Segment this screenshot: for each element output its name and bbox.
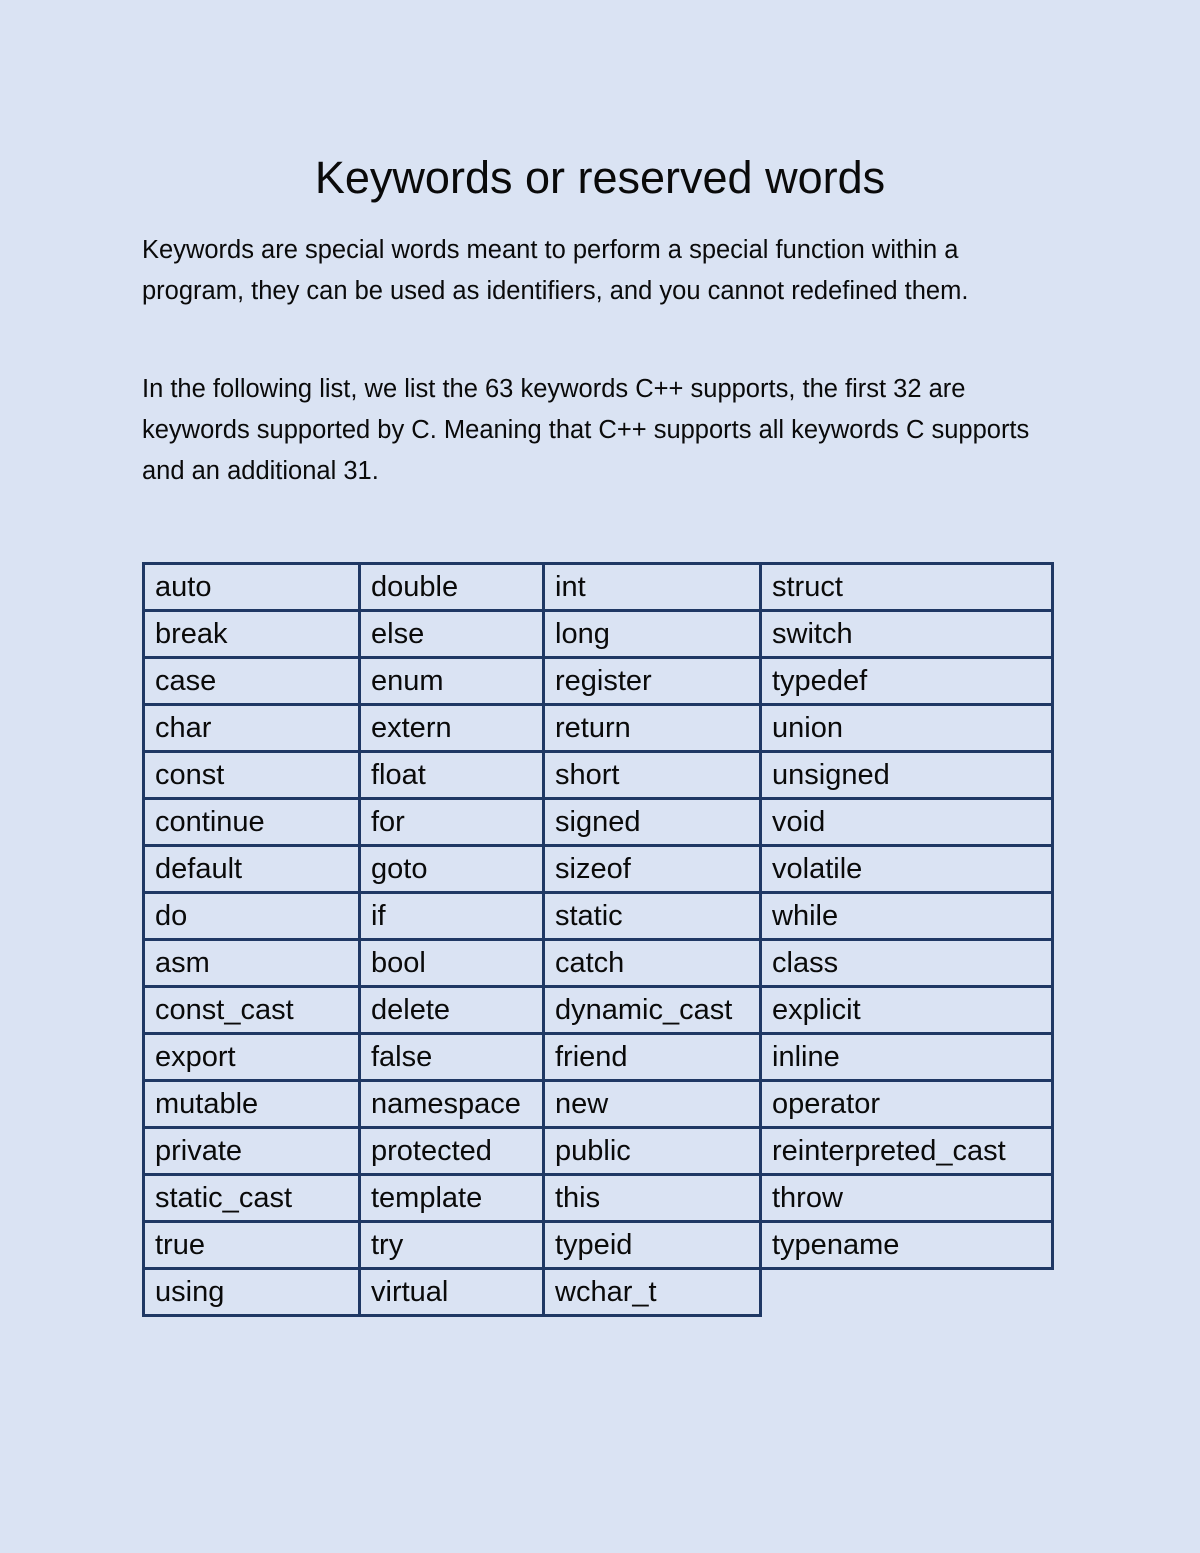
- keyword-cell: virtual: [360, 1269, 544, 1316]
- table-row: [144, 658, 1053, 705]
- keywords-table: [142, 562, 1054, 1317]
- keyword-cell: this: [544, 1175, 761, 1222]
- keyword-cell: continue: [144, 799, 360, 846]
- table-row: [144, 940, 1053, 987]
- keyword-cell: auto: [144, 564, 360, 611]
- keyword-cell: void: [761, 799, 1053, 846]
- table-row: [144, 1269, 1053, 1316]
- keyword-cell: unsigned: [761, 752, 1053, 799]
- keyword-cell: export: [144, 1034, 360, 1081]
- table-row: [144, 1034, 1053, 1081]
- keyword-cell: else: [360, 611, 544, 658]
- keyword-cell: do: [144, 893, 360, 940]
- keyword-cell: friend: [544, 1034, 761, 1081]
- keyword-cell: typename: [761, 1222, 1053, 1269]
- table-row: [144, 846, 1053, 893]
- keyword-cell: union: [761, 705, 1053, 752]
- empty-cell: [761, 1269, 1053, 1316]
- keyword-cell: operator: [761, 1081, 1053, 1128]
- table-row: [144, 987, 1053, 1034]
- table-row: [144, 1175, 1053, 1222]
- keyword-cell: sizeof: [544, 846, 761, 893]
- keyword-cell: float: [360, 752, 544, 799]
- keyword-cell: asm: [144, 940, 360, 987]
- keyword-cell: struct: [761, 564, 1053, 611]
- table-row: [144, 752, 1053, 799]
- keyword-cell: namespace: [360, 1081, 544, 1128]
- keyword-cell: static_cast: [144, 1175, 360, 1222]
- table-row: [144, 564, 1053, 611]
- keyword-cell: while: [761, 893, 1053, 940]
- keyword-cell: inline: [761, 1034, 1053, 1081]
- keyword-cell: switch: [761, 611, 1053, 658]
- keyword-cell: volatile: [761, 846, 1053, 893]
- keyword-cell: if: [360, 893, 544, 940]
- keyword-cell: catch: [544, 940, 761, 987]
- keyword-cell: explicit: [761, 987, 1053, 1034]
- table-row: [144, 1081, 1053, 1128]
- keyword-cell: char: [144, 705, 360, 752]
- keyword-cell: public: [544, 1128, 761, 1175]
- keyword-cell: private: [144, 1128, 360, 1175]
- keyword-cell: enum: [360, 658, 544, 705]
- keyword-cell: wchar_t: [544, 1269, 761, 1316]
- table-row: [144, 1128, 1053, 1175]
- keyword-cell: typedef: [761, 658, 1053, 705]
- keyword-cell: new: [544, 1081, 761, 1128]
- keyword-cell: const_cast: [144, 987, 360, 1034]
- keyword-cell: break: [144, 611, 360, 658]
- keyword-cell: typeid: [544, 1222, 761, 1269]
- table-row: [144, 893, 1053, 940]
- keyword-cell: signed: [544, 799, 761, 846]
- keyword-cell: protected: [360, 1128, 544, 1175]
- list-description-paragraph: In the following list, we list the 63 keywords C++ supports, the first 32 are keywords supported by C. Meaning that C++ supports all keywords C supports and an additional 31.: [142, 375, 1030, 485]
- keyword-cell: register: [544, 658, 761, 705]
- keyword-cell: try: [360, 1222, 544, 1269]
- keyword-cell: short: [544, 752, 761, 799]
- keyword-cell: extern: [360, 705, 544, 752]
- page-title: Keywords or reserved words: [314, 152, 886, 203]
- keyword-cell: static: [544, 893, 761, 940]
- keyword-cell: reinterpreted_cast: [761, 1128, 1053, 1175]
- table-row: [144, 799, 1053, 846]
- keyword-cell: long: [544, 611, 761, 658]
- keyword-cell: for: [360, 799, 544, 846]
- keyword-cell: dynamic_cast: [544, 987, 761, 1034]
- keyword-cell: return: [544, 705, 761, 752]
- table-row: [144, 1222, 1053, 1269]
- keyword-cell: false: [360, 1034, 544, 1081]
- keyword-cell: default: [144, 846, 360, 893]
- keyword-cell: double: [360, 564, 544, 611]
- keyword-cell: using: [144, 1269, 360, 1316]
- intro-paragraph: Keywords are special words meant to perform a special function within a program, they can be used as identifiers, and you cannot redefined them.: [142, 236, 969, 305]
- keyword-cell: mutable: [144, 1081, 360, 1128]
- keywords-table-body: [144, 564, 1053, 1316]
- keyword-cell: goto: [360, 846, 544, 893]
- keyword-cell: const: [144, 752, 360, 799]
- keyword-cell: int: [544, 564, 761, 611]
- keyword-cell: throw: [761, 1175, 1053, 1222]
- keyword-cell: true: [144, 1222, 360, 1269]
- keyword-cell: delete: [360, 987, 544, 1034]
- keyword-cell: class: [761, 940, 1053, 987]
- table-row: [144, 611, 1053, 658]
- keyword-cell: case: [144, 658, 360, 705]
- keyword-cell: template: [360, 1175, 544, 1222]
- table-row: [144, 705, 1053, 752]
- keyword-cell: bool: [360, 940, 544, 987]
